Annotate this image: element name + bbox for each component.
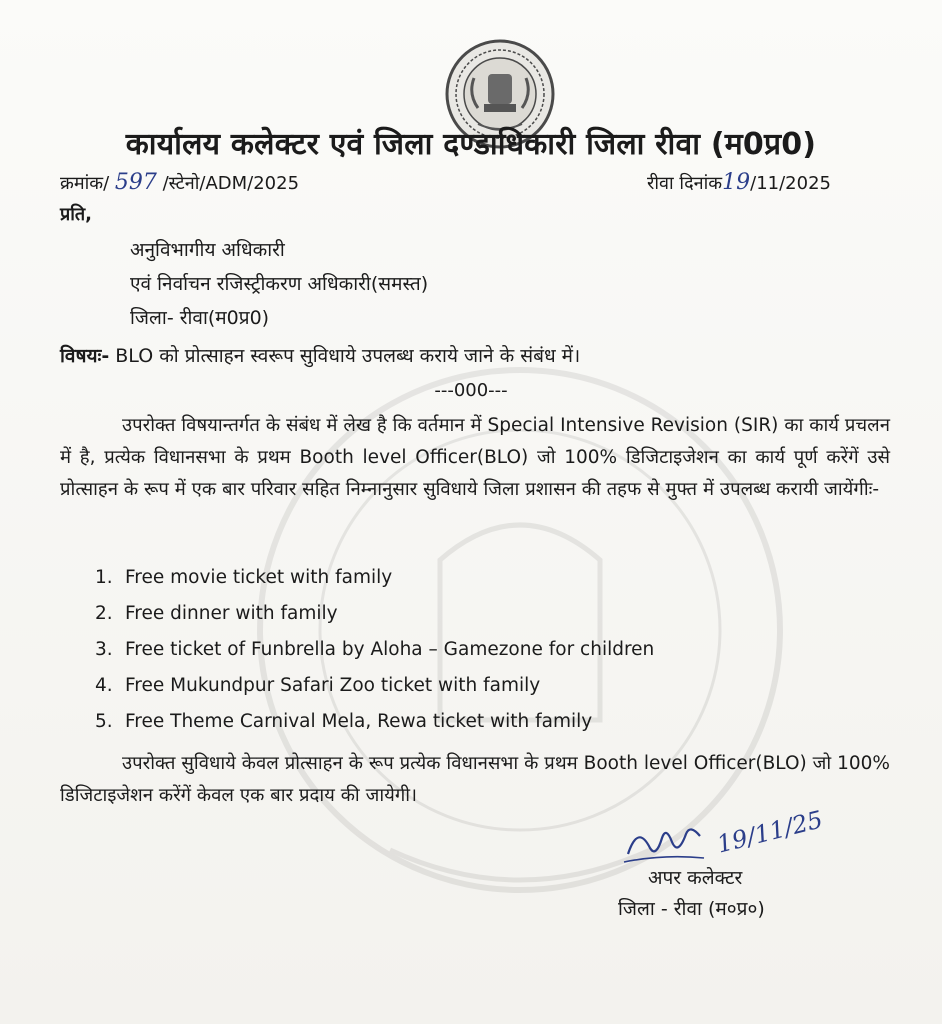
body-paragraph-2-text: उपरोक्त सुविधाये केवल प्रोत्साहन के रूप प्रत्येक विधानसभा के प्रथम Booth level Officer(BLO) जो 100% डिजिटाइजेशन करेंगें केवल एक बार प्रदाय की जायेगी।	[60, 753, 890, 806]
subject-label: विषयः-	[60, 345, 110, 367]
list-item-text: Free dinner with family	[125, 603, 338, 624]
recipient-line-1: अनुविभागीय अधिकारी	[130, 239, 285, 261]
list-item	[95, 596, 654, 632]
reference-number	[60, 170, 299, 195]
list-item-text: Free movie ticket with family	[125, 567, 393, 588]
subject-line	[60, 342, 580, 368]
recipient-line-2: एवं निर्वाचन रजिस्ट्रीकरण अधिकारी(समस्त)	[130, 273, 429, 295]
signature-date: 19/11/25	[714, 805, 826, 859]
separator: ---000---	[434, 380, 508, 401]
list-item-number: 2.	[95, 603, 113, 624]
body-paragraph-1	[60, 410, 890, 506]
list-item-number: 3.	[95, 639, 113, 660]
list-item-text: Free Mukundpur Safari Zoo ticket with family	[125, 675, 541, 696]
list-item	[95, 668, 654, 704]
body-paragraph-1-text: उपरोक्त विषयान्तर्गत के संबंध में लेख है कि वर्तमान में Special Intensive Revision (SIR) का कार्य प्रचलन में है, प्रत्येक विधानसभा के प्रथम Booth level Officer(BLO) जो 100% डिजिटाइजेशन का कार्य पूर्ण करेंगें उसे प्रोत्साहन के रूप में एक बार परिवार सहित निम्नानुसार सुविधाये जिला प्रशासन की तहफ से मुफ्त में उपलब्ध करायी जायेंगीः-	[60, 415, 890, 500]
letter-date	[647, 170, 831, 195]
list-item-number: 5.	[95, 711, 113, 732]
list-item-number: 4.	[95, 675, 113, 696]
list-item-text: Free ticket of Funbrella by Aloha – Gamezone for children	[125, 639, 655, 660]
reference-handwritten-number: 597	[114, 170, 157, 195]
list-item-text: Free Theme Carnival Mela, Rewa ticket with family	[125, 711, 593, 732]
subject-text: BLO को प्रोत्साहन स्वरूप सुविधाये उपलब्ध कराये जाने के संबंध में।	[115, 345, 581, 367]
recipient-line-3: जिला- रीवा(म0प्र0)	[130, 307, 270, 329]
list-item	[95, 560, 654, 596]
list-item-number: 1.	[95, 567, 113, 588]
list-item	[95, 704, 654, 740]
reference-prefix: क्रमांक/	[60, 173, 110, 194]
date-handwritten-day: 19	[722, 170, 751, 195]
date-suffix: /11/2025	[750, 173, 831, 194]
office-title: कार्यालय कलेक्टर एवं जिला दण्डाधिकारी जिला रीवा (म0प्र0)	[125, 127, 817, 162]
body-paragraph-2	[60, 748, 890, 812]
signatory-designation: अपर कलेक्टर	[648, 867, 743, 889]
facilities-list	[95, 560, 654, 740]
salutation: प्रति,	[60, 204, 93, 225]
signatory-district: जिला - रीवा (म०प्र०)	[618, 898, 765, 920]
date-prefix: रीवा दिनांक	[647, 173, 723, 194]
reference-suffix: /स्टेनो/ADM/2025	[162, 173, 300, 194]
list-item	[95, 632, 654, 668]
